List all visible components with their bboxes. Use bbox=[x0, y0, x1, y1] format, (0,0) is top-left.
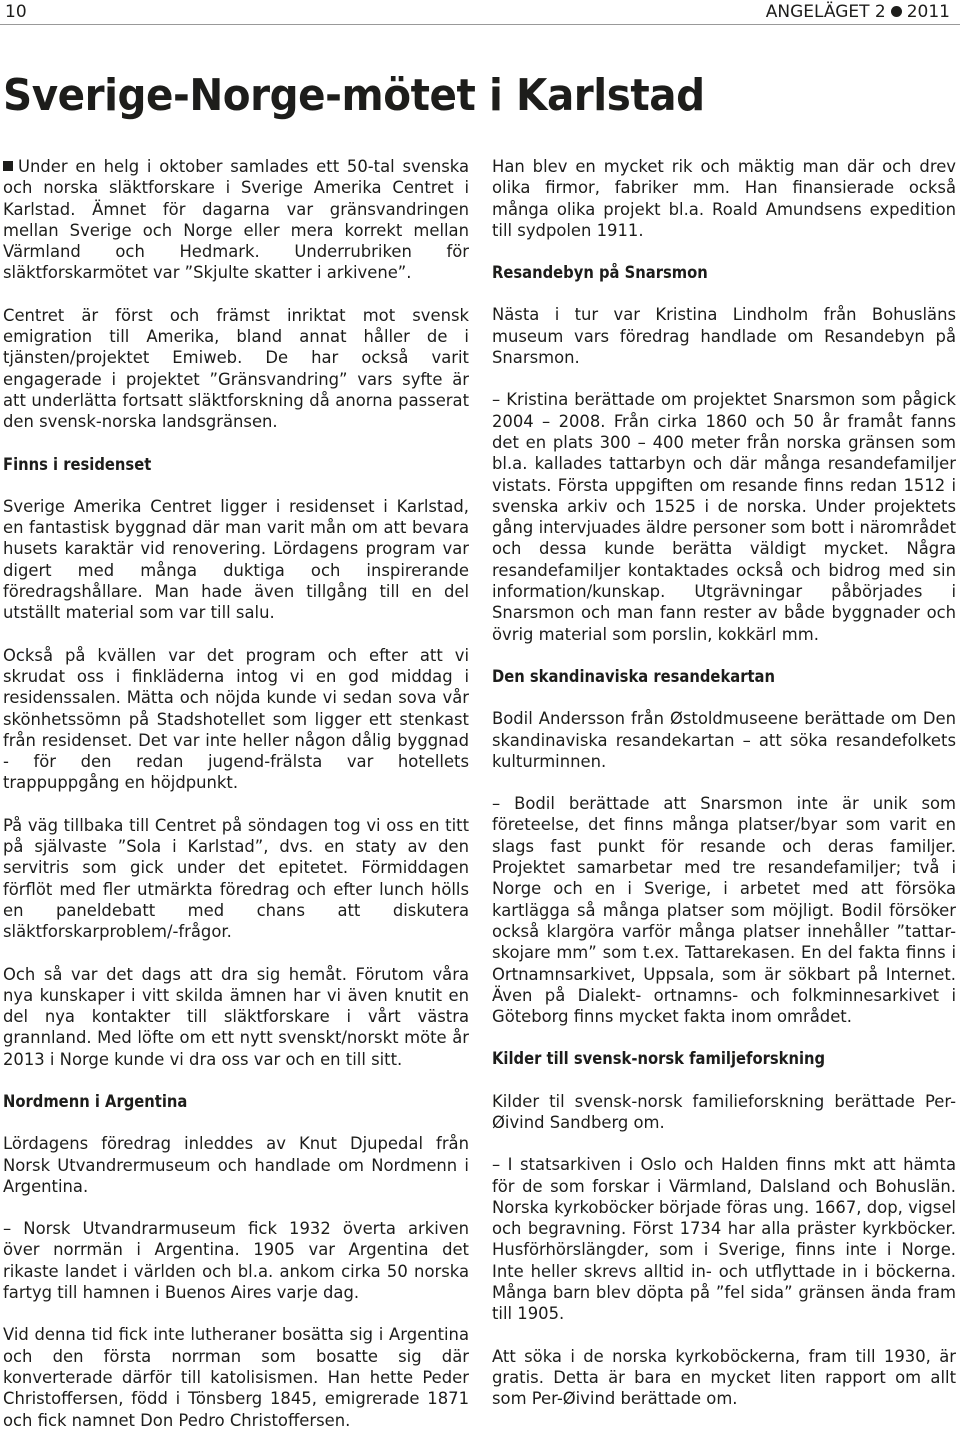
issue-label bbox=[766, 2, 950, 22]
paragraph: Bodil Andersson från Østoldmuseene berättade om Den skandinaviska resandekartan – att söka resandefolkets kulturminnen. bbox=[492, 709, 956, 771]
paragraph: Nästa i tur var Kristina Lindholm från Bohusläns museum vars föredrag handlade om Resandebyn på Snarsmon. bbox=[492, 305, 956, 368]
subheading-nordmenn-i-argentina: Nordmenn i Argentina bbox=[3, 1091, 188, 1111]
article-title: Sverige-Norge-mötet i Karlstad bbox=[3, 70, 705, 121]
paragraph: På väg tillbaka till Centret på söndagen tog vi oss en titt på självaste ”Sola i Karlstad”, dvs. en staty av den servitris som gick under det epitetet. Förmiddagen förflöt med fler utmärkta föredrag och efter lunch hölls en paneldebatt med chans att diskutera släktforskarproblem/-frågor. bbox=[3, 815, 469, 942]
page-header bbox=[0, 0, 960, 25]
page-number: 10 bbox=[5, 2, 27, 22]
square-bullet-icon bbox=[3, 161, 13, 171]
paragraph: Kilder til svensk-norsk familieforskning berättade Per-Øivind Sandberg om. bbox=[492, 1091, 956, 1132]
lead-text: Under en helg i oktober samlades ett 50-tal svenska och norska släktforskare i Sverige Amerika Centret i Karlstad. Ämnet för dagarna var gränsvandringen mellan Sverige och Norge eller mera korrekt mellan Värmland och Hedmark. Underrubriken för släktforskarmötet var ”Skjulte skatter i arkivene”. bbox=[3, 157, 469, 283]
paragraph: Att söka i de norska kyrkoböckerna, fram till 1930, är gratis. Detta är bara en mycket liten rapport om allt som Per-Øivind berättade om. bbox=[492, 1346, 956, 1409]
subheading-resandebyn: Resandebyn på Snarsmon bbox=[492, 263, 708, 283]
paragraph: – Kristina berättade om projektet Snarsmon som pågick 2004 – 2008. Från cirka 1860 och 50 år framåt fanns det en plats 300 – 400 meter från norska gränsen som bl.a. kallades tattarbyn och där många resandefamiljer vistats. Första uppgiften om resande finns redan 1512 i svenska arkiv och 1525 i de norska. Under projektets gång intervjuades äldre personer som bott i närområdet och dessa kunde berätta väldigt mycket. Några resandefamiljer kontaktades också och bidrog med sin information/kunskap. Utgrävningar påbörjades i Snarsmon och man fann rester av både byggnader och övrig material som porslin, kokkärl mm. bbox=[492, 390, 956, 644]
paragraph: Vid denna tid fick inte lutheraner bosätta sig i Argentina och den första norrman som bosatte sig där konverterade därför till katolisismen. Han hette Peder Christoffersen, född i Tönsberg 1845, emigrerade 1871 och fick namnet Don Pedro Christoffersen. bbox=[3, 1325, 469, 1430]
left-column bbox=[3, 156, 469, 1452]
paragraph: Han blev en mycket rik och mäktig man där och drev olika firmor, fabriker mm. Han finansierade också många olika projekt bl.a. Roald Amundsens expedition till sydpolen 1911. bbox=[492, 157, 956, 240]
paragraph: – I statsarkiven i Oslo och Halden finns mkt att hämta för de som forskar i Värmland, Dalsland och Bohuslän. Norska kyrkoböcker började föras ung. 1667, dop, vigsel och begravning. Först 1734 har alla präster kyrkböcker. Husförhörslängder, som i Sverige, finns inte i Norge. Inte heller skrevs alltid in- och utflyttade in i böckerna. Många barn blev döpta på ”fel sida” gränsen ända fram till 1905. bbox=[492, 1155, 956, 1324]
paragraph: – Norsk Utvandrarmuseum fick 1932 överta arkiven över norrmän i Argentina. 1905 var Argentina det rikaste landet i världen och bl.a. ankom cirka 50 norska fartyg till hamnen i Buenos Aires varje dag. bbox=[3, 1219, 469, 1303]
bullet-dot-icon bbox=[891, 6, 902, 17]
paragraph: Och så var det dags att dra sig hemåt. Förutom våra nya kunskaper i vitt skilda ämnen har vi även knutit en del nya kontakter till släktforskare i vårt västra grannland. Med löfte om ett nytt svenskt/norskt möte år 2013 i Norge kunde vi dra oss var och en till sitt. bbox=[3, 964, 469, 1069]
subheading-kilder: Kilder till svensk-norsk familjeforskning bbox=[492, 1049, 826, 1069]
paragraph: Centret är först och främst inriktat mot svensk emigration till Amerika, bland annat håller de i tjänsten/projektet Emiweb. De har också varit engagerade i projektet ”Gränsvandring” vars syfte är att underlätta fortsatt släktforskning då anorna passerat den svensk-norska landsgränsen. bbox=[3, 305, 469, 432]
right-column bbox=[492, 156, 956, 1431]
subheading-finns-i-residenset: Finns i residenset bbox=[3, 454, 152, 474]
issue-year: 2011 bbox=[906, 2, 950, 22]
subheading-resandekartan: Den skandinaviska resandekartan bbox=[492, 666, 775, 686]
paragraph: – Bodil berättade att Snarsmon inte är unik som företeelse, det finns många platser/byar som varit en slags fast punkt för resande och deras familjer. Projektet samarbetar med tre resandefamiljer; två i Norge och en i Sverige, i arbetet med att försöka kartlägga så många platser som möjligt. Bodil försöker också klargöra varför många platser innehåller ”tattar- skojare mm” som t.ex. Tattarekasen. En del fakta finns i Ortnamnsarkivet, Uppsala, som är sökbart på Internet. Även på Dialekt- ortnamns- och folkminnesarkivet i Göteborg finns mycket fakta inom området. bbox=[492, 794, 956, 1027]
paragraph: Också på kvällen var det program och efter att vi skrudat oss i finkläderna intog vi en god middag i residenssalen. Mätta och nöjda kunde vi sedan sova vår skönhetssömn på Stadshotellet som ligger ett stenkast från residenset. Det var inte heller någon dålig byggnad - för den redan jugend-frälsta var hotellets trappuppgång en höjdpunkt. bbox=[3, 645, 469, 793]
lead-paragraph bbox=[3, 156, 469, 284]
issue-name: ANGELÄGET 2 bbox=[765, 2, 886, 22]
paragraph: Lördagens föredrag inleddes av Knut Djupedal från Norsk Utvandrermuseum och handlade om Nordmenn i Argentina. bbox=[3, 1134, 469, 1196]
paragraph: Sverige Amerika Centret ligger i residenset i Karlstad, en fantastisk byggnad där man varit mån om att bevara husets karaktär vid renovering. Lördagens program var digert med många duktiga och inspirerande föredragshållare. Man hade även tillgång till en del utställt material som var till salu. bbox=[3, 496, 469, 623]
